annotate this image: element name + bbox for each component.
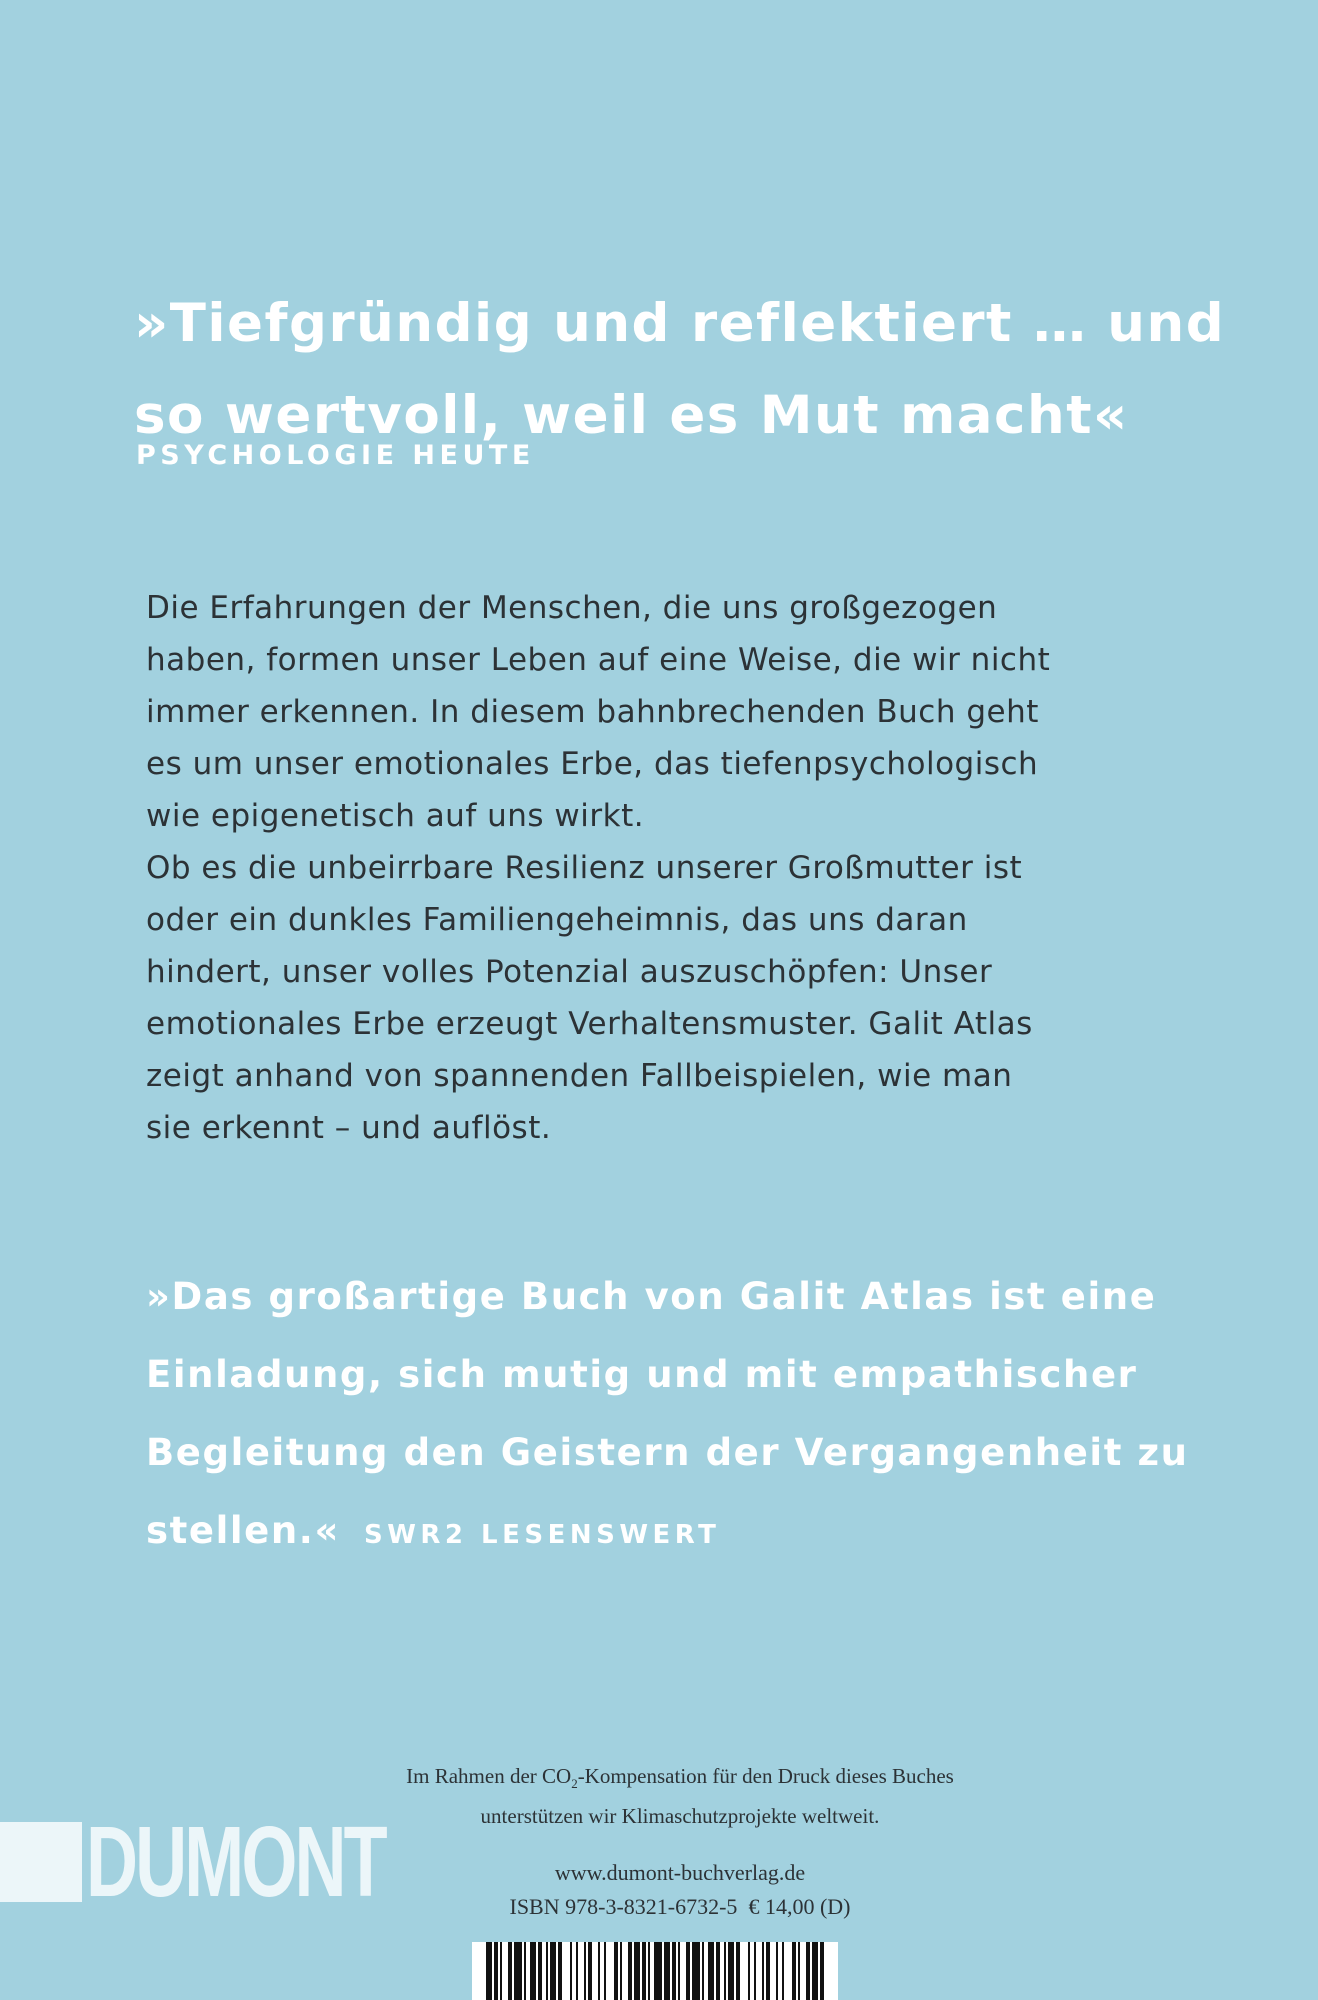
barcode-bar [620, 1942, 622, 2000]
barcode-bar [820, 1942, 824, 2000]
barcode-bar [494, 1942, 498, 2000]
barcode [472, 1942, 838, 2000]
barcode-bar [570, 1942, 572, 2000]
barcode-bar [546, 1942, 548, 2000]
barcode-bar [550, 1942, 556, 2000]
publisher-url: www.dumont-buchverlag.de [554, 1860, 806, 1885]
top-quote [134, 278, 1254, 462]
barcode-bar [598, 1942, 600, 2000]
barcode-bar [664, 1942, 670, 2000]
description-line: zeigt anhand von spannenden Fallbeispielen, wie man [146, 1058, 1013, 1094]
barcode-bar [524, 1942, 526, 2000]
barcode-bar [508, 1942, 512, 2000]
co2-text-after: -Kompensation für den Druck dieses Buches [577, 1764, 954, 1788]
barcode-bar [782, 1942, 784, 2000]
barcode-bar [648, 1942, 650, 2000]
co2-notice [300, 1760, 1060, 1832]
barcode-graphic [472, 1942, 838, 2000]
description-line: oder ein dunkles Familiengeheimnis, das uns daran [146, 902, 968, 938]
barcode-bar [686, 1942, 690, 2000]
description-line: hindert, unser volles Potenzial auszuschöpfen: Unser [146, 954, 993, 990]
barcode-bar [806, 1942, 810, 2000]
co2-text-before: Im Rahmen der CO [406, 1764, 572, 1788]
bottom-quote-source: SWR2 LESENSWERT [363, 1520, 721, 1550]
barcode-bar [702, 1942, 704, 2000]
barcode-bar [654, 1942, 662, 2000]
barcode-bar [728, 1942, 734, 2000]
barcode-bar [724, 1942, 726, 2000]
barcode-bar [748, 1942, 750, 2000]
co2-subscript: 2 [571, 1776, 578, 1792]
barcode-bar [588, 1942, 592, 2000]
barcode-bar [736, 1942, 740, 2000]
isbn: ISBN 978-3-8321-6732-5 [509, 1894, 738, 1919]
barcode-bar [514, 1942, 522, 2000]
description-line: sie erkennt – und auflöst. [146, 1110, 552, 1146]
description-line: immer erkennen. In diesem bahnbrechenden Buch geht [146, 694, 1039, 730]
barcode-bar [634, 1942, 640, 2000]
barcode-bar [762, 1942, 764, 2000]
barcode-bar [708, 1942, 714, 2000]
description-line: emotionales Erbe erzeugt Verhaltensmuster. Galit Atlas [146, 1006, 1033, 1042]
barcode-bar [486, 1942, 492, 2000]
description-line: Ob es die unbeirrbare Resilienz unserer Großmutter ist [146, 850, 1023, 886]
barcode-bar [500, 1942, 502, 2000]
barcode-bar [692, 1942, 700, 2000]
barcode-bar [538, 1942, 542, 2000]
barcode-bar [558, 1942, 562, 2000]
barcode-bar [754, 1942, 756, 2000]
barcode-bar [792, 1942, 796, 2000]
bottom-quote-line: »Das großartige Buch von Galit Atlas ist eine [146, 1275, 1157, 1318]
barcode-bar [642, 1942, 646, 2000]
description-line: Die Erfahrungen der Menschen, die uns großgezogen [146, 590, 998, 626]
barcode-bar [766, 1942, 770, 2000]
bottom-quote-last-line [146, 1492, 1286, 1574]
publisher-logo: DUMONT [86, 1806, 385, 1918]
isbn-price-line [300, 1894, 1060, 1920]
barcode-bar [798, 1942, 800, 2000]
barcode-bar [576, 1942, 578, 2000]
bottom-quote-line: Begleitung den Geistern der Vergangenheit zu [146, 1431, 1189, 1474]
top-quote-source: PSYCHOLOGIE HEUTE [136, 440, 535, 471]
co2-notice-line-2: unterstützen wir Klimaschutzprojekte weltweit. [480, 1804, 880, 1829]
barcode-bar [716, 1942, 720, 2000]
bottom-quote-line: Einladung, sich mutig und mit empathischer [146, 1353, 1138, 1396]
description-line: wie epigenetisch auf uns wirkt. [146, 798, 645, 834]
bottom-quote-line: stellen.« [146, 1509, 340, 1552]
barcode-bar [584, 1942, 586, 2000]
bottom-quote [146, 1258, 1286, 1574]
price: € 14,00 (D) [748, 1894, 851, 1919]
description-line: es um unser emotionales Erbe, das tiefenpsychologisch [146, 746, 1039, 782]
co2-notice-line-1 [300, 1760, 1060, 1800]
barcode-bar [678, 1942, 680, 2000]
description-line: haben, formen unser Leben auf eine Weise, die wir nicht [146, 642, 1051, 678]
barcode-bar [614, 1942, 618, 2000]
top-quote-line: so wertvoll, weil es Mut macht« [134, 385, 1129, 446]
barcode-bar [812, 1942, 818, 2000]
barcode-bar [530, 1942, 536, 2000]
top-quote-line: »Tiefgründig und reflektiert … und [134, 293, 1226, 354]
publisher-logo-bar [0, 1822, 82, 1902]
book-description [146, 582, 1266, 1154]
barcode-bar [628, 1942, 632, 2000]
barcode-bar [672, 1942, 676, 2000]
barcode-bar [604, 1942, 606, 2000]
barcode-bar [776, 1942, 778, 2000]
